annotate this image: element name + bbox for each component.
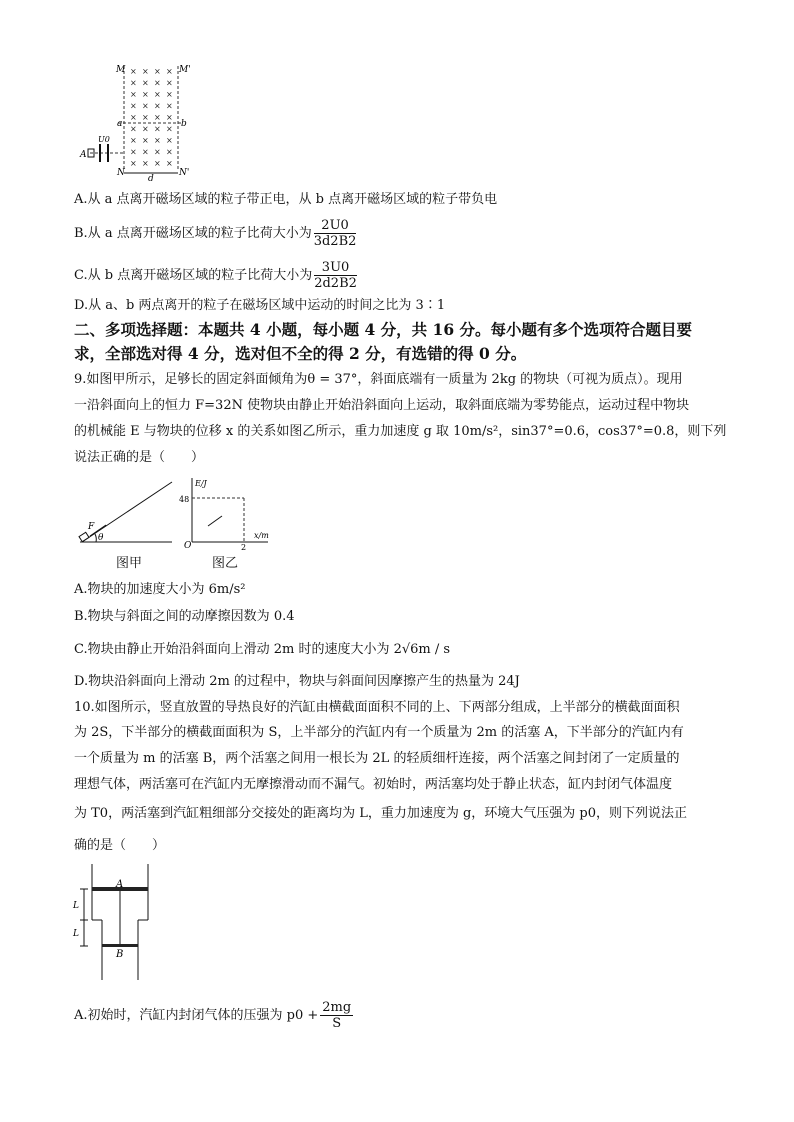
field-cross-mark: × [166,90,173,99]
label-EJ: E/J [195,479,207,488]
q9-line2: 一沿斜面向上的恒力 F=32N 使物块由静止开始沿斜面向上运动，取斜面底端为零势能点，运动过程中物块 [74,398,690,413]
field-cross-mark: × [166,124,173,134]
label-xm: x/m [254,531,269,540]
q8-option-a: A.从 a 点离开磁场区域的粒子带正电，从 b 点离开磁场区域的粒子带负电 [74,192,498,207]
label-b: b [181,119,187,129]
q10-line2: 为 2S，下半部分的横截面面积为 S，上半部分的汽缸内有一个质量为 2m 的活塞 A，下半部分的汽缸内有 [74,725,684,740]
magnetic-field-figure [78,60,198,182]
field-cross-mark: × [130,147,137,157]
section2-heading-line2: 求，全部选对得 4 分，选对但不全的得 2 分，有选错的得 0 分。 [74,344,527,363]
field-cross-mark: × [166,101,173,111]
field-cross-mark: × [154,90,161,99]
field-cross-mark: × [142,124,149,134]
field-cross-mark: × [142,136,149,145]
label-F: F [88,522,95,532]
field-cross-mark: × [130,90,137,99]
q9-line1: 9.如图甲所示，足够长的固定斜面倾角为θ = 37°，斜面底端有一质量为 2kg 的物块（可视为质点）。现用 [74,372,683,387]
incline-figure [76,478,176,550]
label-theta: θ [98,533,104,543]
q10-option-a-fraction [320,1000,353,1031]
field-cross-mark: × [166,78,173,88]
q10-line6: 确的是（ ） [74,838,166,853]
q9-option-c: C.物块由静止开始沿斜面向上滑动 2m 时的速度大小为 2√6m / s [74,642,451,657]
field-cross-mark: × [130,113,137,122]
field-cross-mark: × [154,67,161,76]
q9-option-a: A.物块的加速度大小为 6m/s² [74,582,246,597]
label-piston-A: A [116,879,124,890]
label-d: d [148,174,154,182]
q8-option-c-text: C.从 b 点离开磁场区域的粒子比荷大小为 [74,268,313,283]
q8-option-c-denominator: 2d2B2 [314,276,357,291]
field-cross-mark: × [130,78,137,88]
label-48: 48 [179,495,190,504]
q10-line3: 一个质量为 m 的活塞 B，两个活塞之间用一根长为 2L 的轻质细杆连接，两个活塞之间封闭了一定质量的 [74,751,680,766]
q8-option-b-numerator: 2U0 [314,218,357,234]
field-cross-mark: × [154,113,161,122]
field-cross-mark: × [154,147,161,157]
field-cross-mark: × [166,136,173,145]
q10-line4: 理想气体，两活塞可在汽缸内无摩擦滑动而不漏气。初始时，两活塞均处于静止状态，缸内封闭气体温度 [74,777,673,792]
label-M: M [116,65,126,75]
field-cross-mark: × [142,101,149,111]
label-N-prime: N' [179,168,190,178]
q8-option-d: D.从 a、b 两点离开的粒子在磁场区域中运动的时间之比为 3∶1 [74,298,446,313]
q8-option-b-text: B.从 a 点离开磁场区域的粒子比荷大小为 [74,226,312,241]
q8-option-c-fraction [314,260,357,291]
energy-displacement-figure [178,476,274,550]
label-L-upper: L [73,901,79,911]
q8-option-b-denominator: 3d2B2 [313,234,357,249]
caption-figure-jia: 图甲 [116,556,143,571]
q9-line3: 的机械能 E 与物块的位移 x 的关系如图乙所示，重力加速度 g 取 10m/s²，sin37°=0.6，cos37°=0.8，则下列 [74,424,727,439]
field-cross-mark: × [130,124,137,134]
label-2: 2 [241,543,247,550]
q10-option-a [74,1000,353,1031]
q9-option-d: D.物块沿斜面向上滑动 2m 的过程中，物块与斜面间因摩擦产生的热量为 24J [74,674,520,689]
q10-line5: 为 T0，两活塞到汽缸粗细部分交接处的距离均为 L，重力加速度为 g，环境大气压强为 p0，则下列说法正 [74,806,688,821]
field-cross-mark: × [130,101,137,111]
field-cross-mark: × [154,78,161,88]
label-M-prime: M' [179,65,191,75]
q10-option-a-text: A.初始时，汽缸内封闭气体的压强为 p0 + [74,1008,319,1023]
q10-option-a-numerator: 2mg [322,1000,352,1015]
field-cross-mark: × [142,113,149,122]
label-U0: U0 [98,135,110,144]
label-O: O [184,541,192,550]
section2-heading-line1: 二、多项选择题：本题共 4 小题，每小题 4 分，共 16 分。每小题有多个选项符合题目要 [74,320,693,339]
cylinder-figure [72,860,162,986]
field-cross-mark: × [130,67,137,76]
field-cross-mark: × [154,136,161,145]
q8-option-b [74,218,356,249]
field-cross-mark: × [166,159,173,168]
field-cross-mark: × [166,67,173,76]
field-cross-mark: × [130,159,137,168]
q10-line1: 10.如图所示，竖直放置的导热良好的汽缸由横截面面积不同的上、下两部分组成，上半部分的横截面面积 [74,700,680,715]
label-piston-B: B [116,949,124,960]
label-a: a [117,119,123,129]
field-cross-mark: × [130,136,137,145]
field-cross-mark: × [154,101,161,111]
field-cross-mark: × [166,147,173,157]
label-N: N [117,168,125,178]
label-A: A [80,150,87,160]
field-cross-mark: × [142,90,149,99]
label-L-lower: L [73,929,79,939]
field-cross-mark: × [166,113,173,122]
field-cross-mark: × [142,159,149,168]
field-cross-mark: × [154,159,161,168]
q8-option-c [74,260,357,291]
field-cross-mark: × [154,124,161,134]
q8-option-b-fraction [314,218,357,249]
field-cross-mark: × [142,147,149,157]
q8-option-c-numerator: 3U0 [314,260,357,276]
q10-option-a-denominator: S [332,1016,342,1031]
q9-line4: 说法正确的是（ ） [74,450,205,465]
q9-option-b: B.物块与斜面之间的动摩擦因数为 0.4 [74,609,295,624]
field-cross-mark: × [142,67,149,76]
field-cross-mark: × [142,78,149,88]
caption-figure-yi: 图乙 [212,556,239,571]
